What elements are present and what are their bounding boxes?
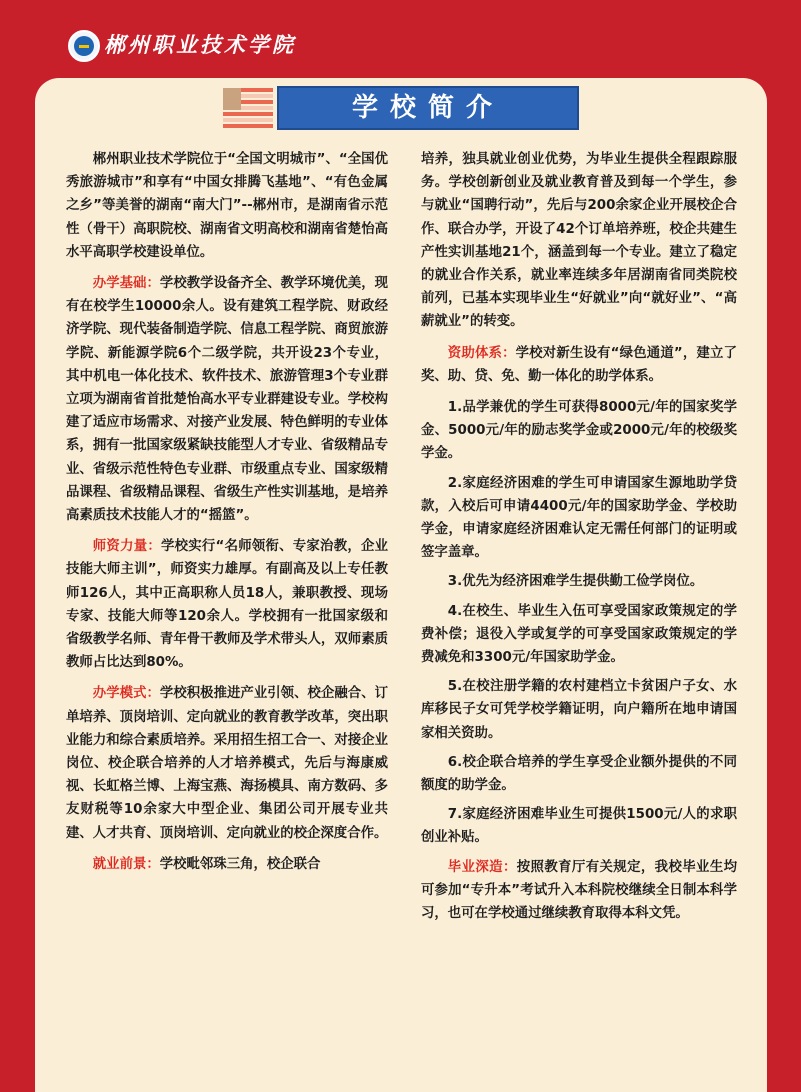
model-text: 学校积极推进产业引领、校企融合、订单培养、顶岗培训、定向就业的教育教学改革，突出职业能力和综合素质培养。采用招生招工合一、对接企业岗位、校企联合培养的人才培养模式，先后与海康威视、长虹格兰博、上海宝燕、海扬模具、南方数码、多友财税等10余家大中型企业、集团公司开展专业共建、人才共育、顶岗培训、定向就业的校企深度合作。 [66, 686, 389, 841]
employment-label: 就业前景： [92, 856, 160, 872]
content-panel [35, 78, 767, 1092]
right-column [421, 148, 737, 927]
aid-item: 4.在校生、毕业生入伍可享受国家政策规定的学费补偿；退役入学或复学的可享受国家政策规定的学费减免和3300元/年国家助学金。 [421, 603, 737, 666]
foundation-paragraph [66, 272, 388, 527]
aid-item: 3.优先为经济困难学生提供勤工俭学岗位。 [447, 574, 704, 590]
emblem-core [74, 36, 94, 56]
model-paragraph [66, 682, 388, 844]
further-label: 毕业深造： [447, 859, 517, 875]
faculty-text: 学校实行“名师领衔、专家治教，企业技能大师主训”，师资实力雄厚。有副高及以上专任教师126人，其中正高职称人员18人，兼职教授、现场专家、技能大师等120余人。学校拥有一批国家级和省级教学名师、青年骨干教师及学术带头人，双师素质教师占比达到80%。 [66, 539, 389, 671]
further-text: 按照教育厅有关规定，我校毕业生均可参加“专升本”考试升入本科院校继续全日制本科学习，也可在学校通过继续教育取得本科文凭。 [421, 859, 737, 922]
aid-item: 6.校企联合培养的学生享受企业额外提供的不同额度的助学金。 [421, 754, 737, 794]
aid-item: 5.在校注册学籍的农村建档立卡贫困户子女、水库移民子女可凭学校学籍证明，向户籍所在地申请国家相关资助。 [421, 679, 737, 741]
aid-label: 资助体系： [447, 345, 516, 361]
further-paragraph [421, 856, 737, 926]
page-header [0, 0, 801, 80]
section-title: 学校简介 [277, 86, 579, 130]
left-column [66, 148, 388, 878]
faculty-label: 师资力量： [92, 539, 161, 555]
employment-paragraph-cont: 培养，独具就业创业优势，为毕业生提供全程跟踪服务。学校创新创业及就业教育普及到每一个学生，参与就业“国聘行动”，先后与200余家企业开展校企合作、联合办学，开设了42个订单培养班，校企共建生产性实训基地21个，涵盖到每一个专业。建立了稳定的就业合作关系，就业率连续多年居湖南省同类院校前列，已基本实现毕业生“好就业”向“就好业”、“高薪就业”的转变。 [421, 152, 737, 330]
aid-text: 学校对新生设有“绿色通道”，建立了奖、助、贷、免、勤一体化的助学体系。 [421, 345, 737, 384]
striped-flag-icon [223, 88, 273, 132]
foundation-label: 办学基础： [92, 276, 160, 292]
model-label: 办学模式： [92, 686, 160, 702]
aid-item: 2.家庭经济困难的学生可申请国家生源地助学贷款，入校后可申请4400元/年的国家助学金、学校助学金，申请家庭经济困难认定无需任何部门的证明或签字盖章。 [421, 475, 737, 561]
intro-paragraph: 郴州职业技术学院位于“全国文明城市”、“全国优秀旅游城市”和享有“中国女排腾飞基地”、“有色金属之乡”等美誉的湖南“南大门”--郴州市，是湖南省示范性（骨干）高职院校、湖南省文明高校和湖南省楚怡高水平高职学校建设单位。 [66, 152, 388, 260]
employment-paragraph-start [66, 853, 388, 876]
foundation-text: 学校教学设备齐全、教学环境优美，现有在校学生10000余人。设有建筑工程学院、财政经济学院、现代装备制造学院、信息工程学院、商贸旅游学院、新能源学院6个二级学院，共开设23个专业，其中机电一体化技术、软件技术、旅游管理3个专业群立项为湖南省首批楚怡高水平专业群建设专业。学校构建了适应市场需求、对接产业发展、特色鲜明的专业体系，拥有一批国家级紧缺技能型人才专业、省级精品专业、省级示范性特色专业群、市级重点专业、国家级精品课程、省级精品课程、省级生产性实训基地，是培养高素质技术技能人才的“摇篮”。 [66, 276, 389, 524]
school-emblem-icon [68, 30, 100, 62]
employment-text-part1: 学校毗邻珠三角，校企联合 [159, 856, 321, 872]
aid-item: 7.家庭经济困难毕业生可提供1500元/人的求职创业补贴。 [421, 807, 737, 846]
aid-paragraph [421, 342, 737, 388]
school-name: 郴州职业技术学院 [104, 32, 296, 57]
faculty-paragraph [66, 535, 388, 674]
aid-item: 1.品学兼优的学生可获得8000元/年的国家奖学金、5000元/年的励志奖学金或2000元/年的校级奖学金。 [421, 400, 737, 462]
